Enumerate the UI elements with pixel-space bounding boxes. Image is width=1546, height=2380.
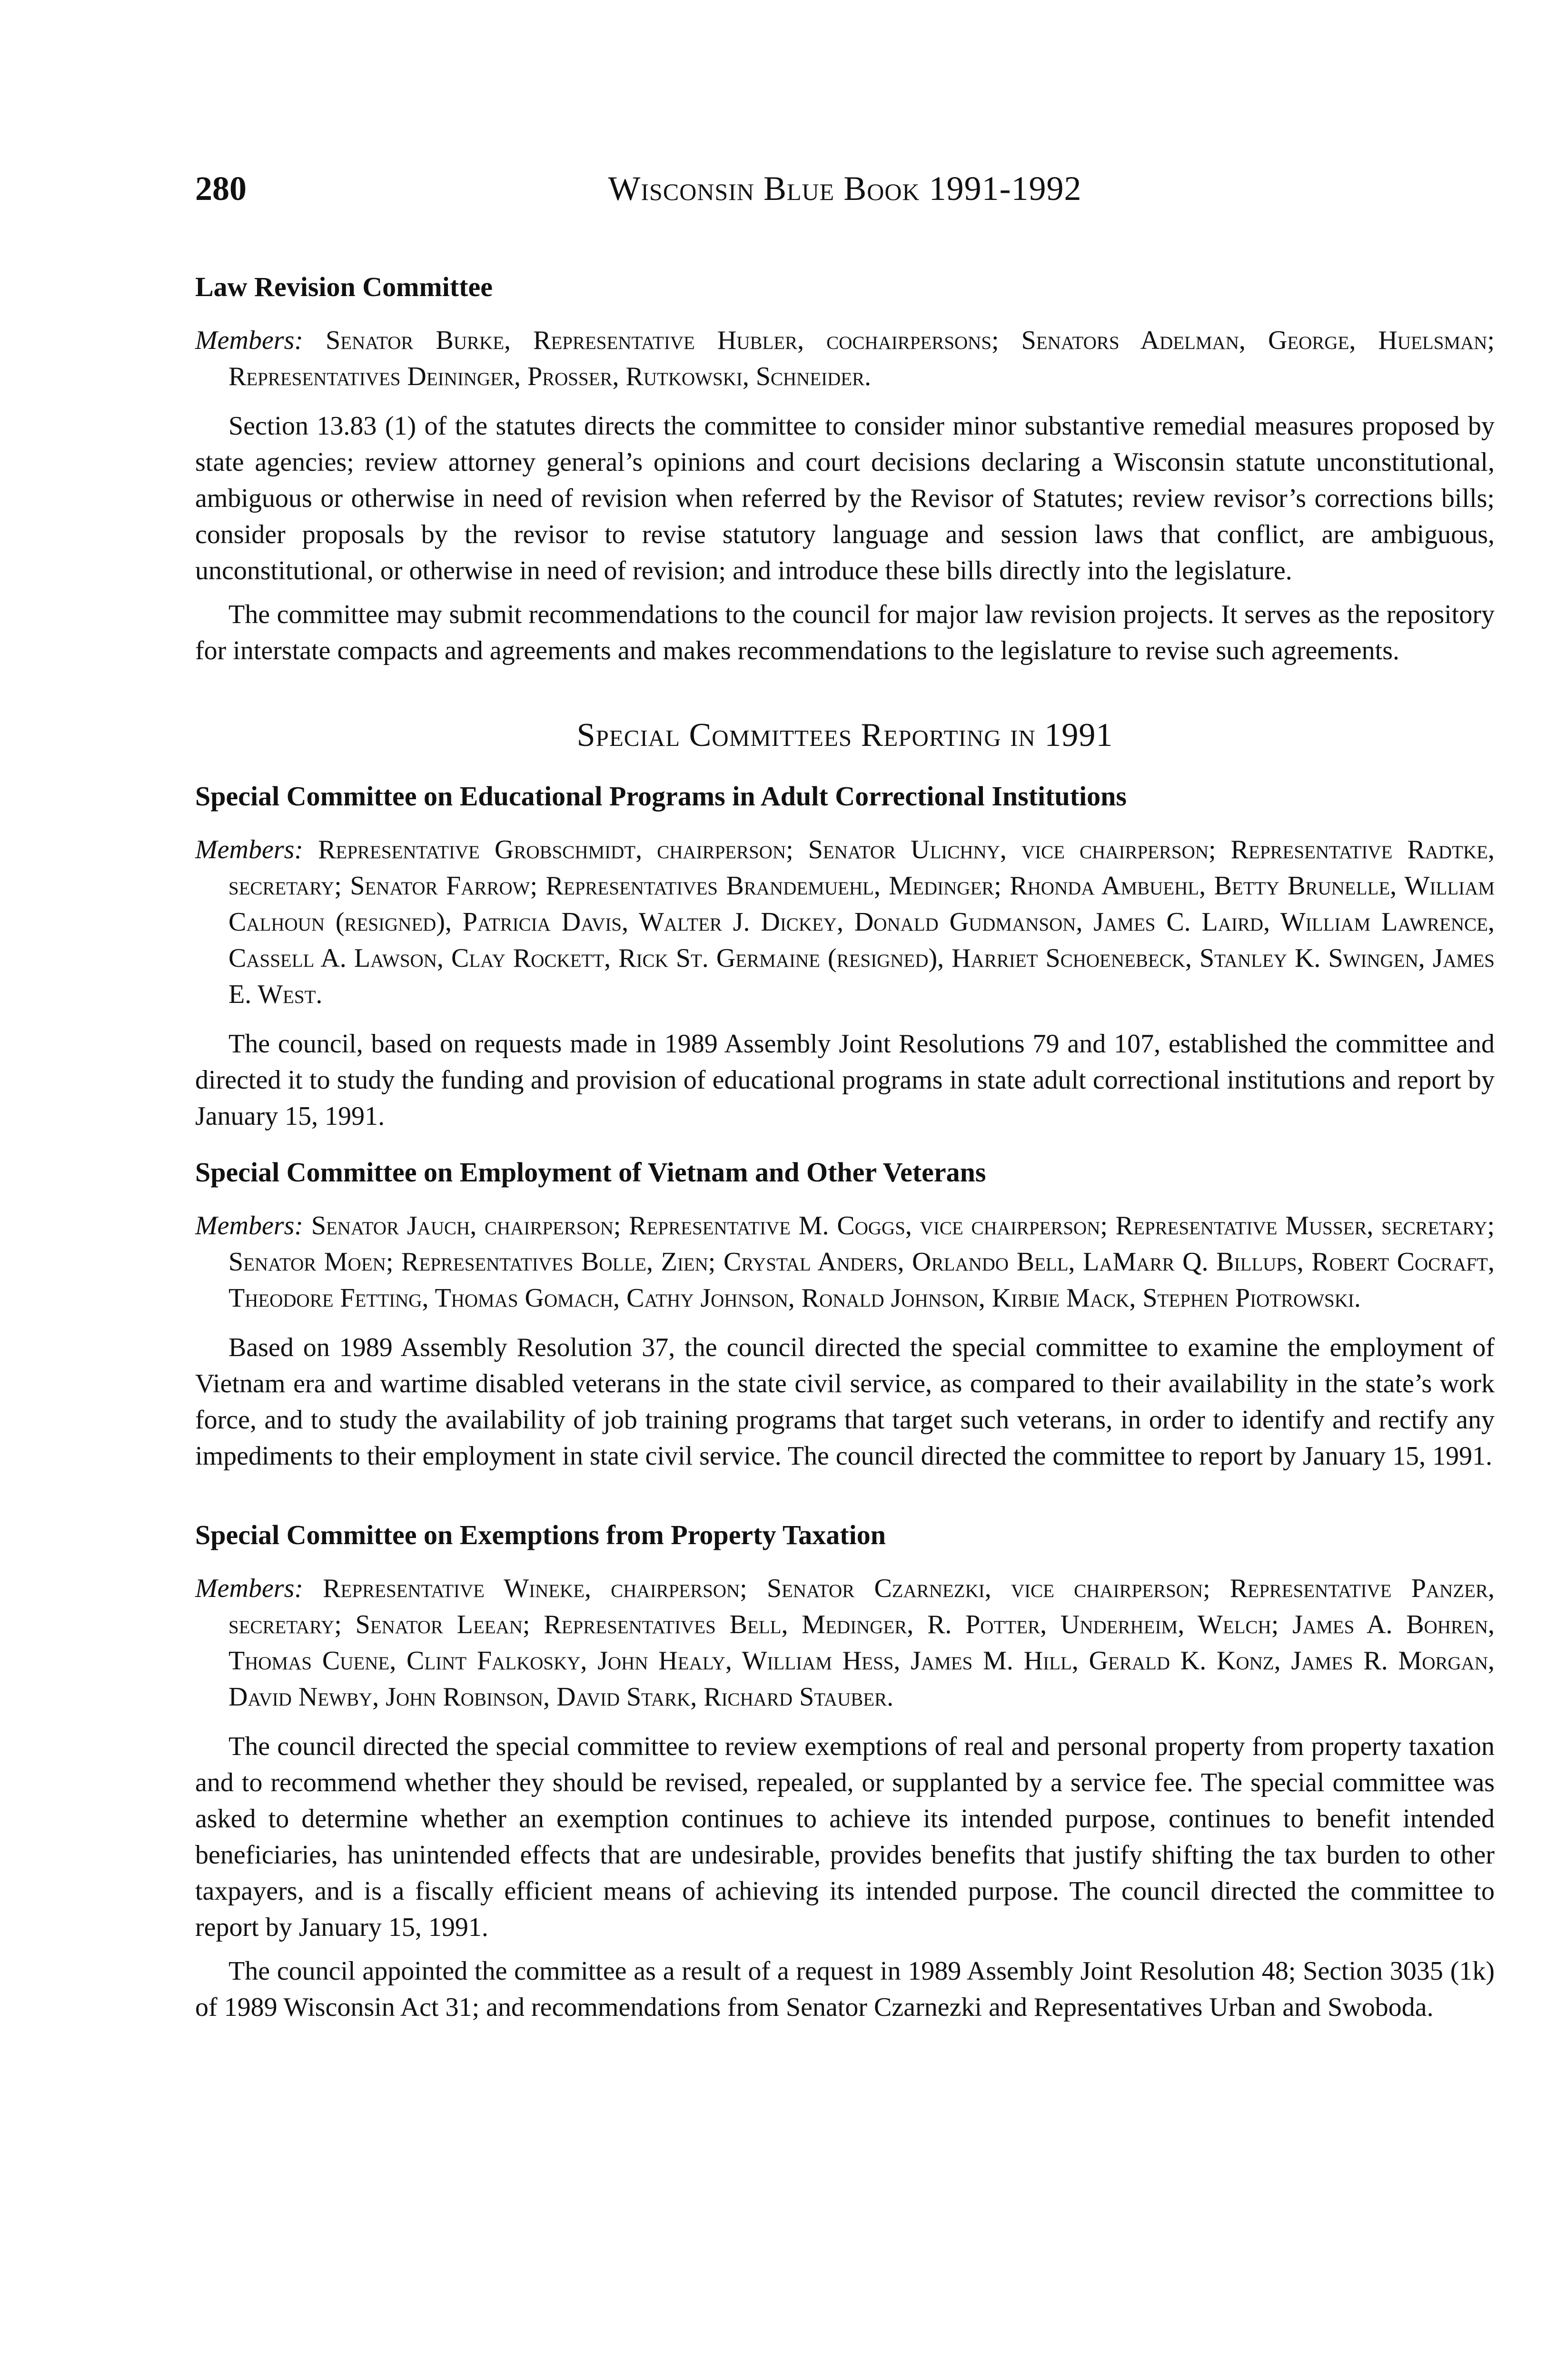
running-title: Wisconsin Blue Book 1991-1992 — [608, 169, 1082, 208]
members-list: Senator Jauch, chairperson; Representative M. Coggs, vice chairperson; Representative Musser, secretary; Senator Moen; Representatives Bolle, Zien; Crystal Anders, Orlando Bell, LaMarr Q. Billups, Robert Cocraft, Theodore Fetting, Thomas Gomach, Cathy Johnson, Ronald Johnson, Kirbie Mack, Stephen Piotrowski. — [228, 1211, 1495, 1313]
page-header — [195, 169, 1495, 217]
members-label: Members: — [195, 835, 304, 864]
law-revision-paragraph-1: Section 13.83 (1) of the statutes directs the committee to consider minor substantive remedial measures proposed by state agencies; review attorney general’s opinions and court decisions declaring a Wisconsin statute unconstitutional, ambiguous or otherwise in need of revision when referred by the Revisor of Statutes; review revisor’s corrections bills; consider proposals by the revisor to revise statutory language and session laws that conflict, are ambiguous, unconstitutional, or otherwise in need of revision; and introduce these bills directly into the legislature. — [195, 411, 1495, 585]
veterans-members — [195, 1208, 1495, 1316]
property-tax-paragraph-1: The council directed the special committee to review exemptions of real and personal property from property taxation and to recommend whether they should be revised, repealed, or supplanted by a service fee. The special committee was asked to determine whether an exemption continues to achieve its intended purpose, continues to benefit intended beneficiaries, has unintended effects that are undesirable, provides benefits that justify shifting the tax burden to other taxpayers, and is a fiscally efficient means of achieving its intended purpose. The council directed the committee to report by January 15, 1991. — [195, 1732, 1495, 1942]
property-tax-members — [195, 1570, 1495, 1715]
veterans-paragraph-1: Based on 1989 Assembly Resolution 37, the council directed the special committee to examine the employment of Vietnam era and wartime disabled veterans in the state civil service, as compared to their availability in the state’s work force, and to study the availability of job training programs that target such veterans, in order to identify and rectify any impediments to their employment in state civil service. The council directed the committee to report by January 15, 1991. — [195, 1333, 1495, 1471]
members-label: Members: — [195, 326, 304, 355]
law-revision-paragraph-2: The committee may submit recommendations to the council for major law revision projects. It serves as the repository for interstate compacts and agreements and makes recommendations to the legislature to revise such agreements. — [195, 600, 1495, 665]
members-list: Representative Grobschmidt, chairperson; Senator Ulichny, vice chairperson; Representative Radtke, secretary; Senator Farrow; Representatives Brandemuehl, Medinger; Rhonda Ambuehl, Betty Brunelle, William Calhoun (resigned), Patricia Davis, Walter J. Dickey, Donald Gudmanson, James C. Laird, William Lawrence, Cassell A. Lawson, Clay Rockett, Rick St. Germaine (resigned), Harriet Schoenebeck, Stanley K. Swingen, James E. West. — [228, 835, 1495, 1009]
property-tax-section — [195, 1517, 1495, 2025]
property-tax-heading: Special Committee on Exemptions from Property Taxation — [195, 1519, 886, 1550]
educational-programs-heading: Special Committee on Educational Programs in Adult Correctional Institutions — [195, 781, 1127, 812]
members-list: Representative Wineke, chairperson; Senator Czarnezki, vice chairperson; Representative Panzer, secretary; Senator Leean; Representatives Bell, Medinger, R. Potter, Underheim, Welch; James A. Bohren, Thomas Cuene, Clint Falkosky, John Healy, William Hess, James M. Hill, Gerald K. Konz, James R. Morgan, David Newby, John Robinson, David Stark, Richard Stauber. — [228, 1574, 1495, 1712]
law-revision-members — [195, 322, 1495, 395]
law-revision-heading: Law Revision Committee — [195, 271, 493, 302]
document-page — [195, 169, 1495, 2033]
property-tax-paragraph-2: The council appointed the committee as a result of a request in 1989 Assembly Joint Resolution 48; Section 3035 (1k) of 1989 Wisconsin Act 31; and recommendations from Senator Czarnezki and Representatives Urban and Swoboda. — [195, 1956, 1495, 2022]
educational-programs-members — [195, 832, 1495, 1012]
members-label: Members: — [195, 1211, 304, 1240]
members-label: Members: — [195, 1574, 304, 1603]
page-number: 280 — [195, 169, 247, 208]
veterans-heading: Special Committee on Employment of Vietnam and Other Veterans — [195, 1157, 986, 1188]
law-revision-section — [195, 269, 1495, 669]
educational-programs-section — [195, 778, 1495, 1134]
special-committees-title: Special Committees Reporting in 1991 — [576, 717, 1113, 754]
members-list: Senator Burke, Representative Hubler, cochairpersons; Senators Adelman, George, Huelsman; Representatives Deininger, Prosser, Rutkowski, Schneider. — [228, 326, 1495, 391]
educational-programs-paragraph-1: The council, based on requests made in 1989 Assembly Joint Resolutions 79 and 107, established the committee and directed it to study the funding and provision of educational programs in state adult correctional institutions and report by January 15, 1991. — [195, 1029, 1495, 1131]
veterans-section — [195, 1154, 1495, 1474]
